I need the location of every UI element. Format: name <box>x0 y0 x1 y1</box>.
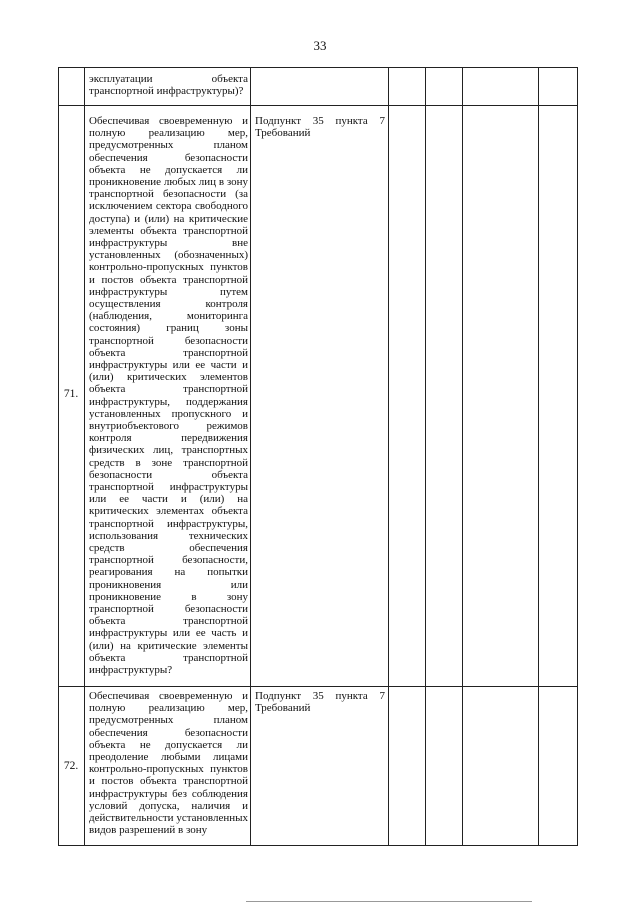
requirement-text-line: транспортной безопасности <box>89 603 248 615</box>
requirement-text-line: Обеспечивая своевременную и <box>89 115 248 127</box>
legal-reference-line: Требований <box>255 127 311 140</box>
page-number: 33 <box>313 38 327 53</box>
requirement-text-line: исключением сектора свободного <box>89 200 248 213</box>
requirement-text-line: инфраструктуры или ее части и <box>89 359 248 371</box>
requirement-text-line: состояния) границ зоны <box>89 322 248 335</box>
requirement-text-line: транспортной безопасности <box>89 334 248 347</box>
requirement-text-line: физических лиц, транспортных <box>89 444 248 457</box>
requirement-text-line: контрольно-пропускных пунктов <box>89 261 248 274</box>
row-number: 72. <box>63 760 79 772</box>
requirement-text-line: внутриобъектового режимов <box>89 420 248 432</box>
legal-reference-line: Подпункт 35 пункта 7 <box>255 115 385 127</box>
requirement-text-line: проникновение любых лиц в зону <box>89 176 248 188</box>
requirement-text-line: инфраструктуры вне <box>89 237 248 249</box>
requirement-text-line: (или) критических элементов <box>89 371 248 384</box>
requirement-text-line: (или) на критические элементы <box>89 639 248 652</box>
requirement-text-line: инфраструктуры без соблюдения <box>89 787 248 800</box>
requirement-text-line: реагирования на попытки <box>89 566 248 579</box>
requirement-text-line: объекта транспортной <box>89 651 248 664</box>
requirement-text-line: действительности установленных <box>89 812 248 824</box>
requirement-text-line: обеспечения безопасности <box>89 151 248 164</box>
legal-reference-line: Подпункт 35 пункта 7 <box>255 690 385 702</box>
requirement-text-line: инфраструктуры или ее часть и <box>89 627 248 640</box>
requirement-text-line: и постов объекта транспортной <box>89 775 248 788</box>
requirement-text-line: проникновение в зону <box>89 590 248 603</box>
requirement-text-line: объекта транспортной <box>89 346 248 359</box>
requirement-text-line: и постов объекта транспортной <box>89 273 248 286</box>
requirement-text-line: контроля передвижения <box>89 432 248 445</box>
requirement-text-line: обеспечения безопасности <box>89 726 248 739</box>
requirement-text-line: элементы объекта транспортной <box>89 224 248 237</box>
requirement-text-line: видов разрешений в зону <box>89 824 208 837</box>
requirement-text-line: эксплуатации объекта <box>89 73 248 85</box>
requirement-text-line: Обеспечивая своевременную и <box>89 690 248 702</box>
requirement-text-line: предусмотренных планом <box>89 139 248 152</box>
requirement-text-line: транспортной безопасности, <box>89 554 248 567</box>
requirement-text-line: проникновения или <box>89 578 248 591</box>
legal-reference-line: Требований <box>255 702 311 715</box>
requirement-text-line: полную реализацию мер, <box>89 702 248 715</box>
row-number: 71. <box>63 388 79 400</box>
requirement-text-line: предусмотренных планом <box>89 714 248 727</box>
requirement-text-line: объекта не допускается ли <box>89 163 248 176</box>
scan-edge-line <box>246 901 532 902</box>
requirement-text-line: полную реализацию мер, <box>89 127 248 140</box>
requirement-text-line: преодоление любыми лицами <box>89 751 248 763</box>
requirement-text-line: объекта не допускается ли <box>89 738 248 751</box>
requirement-text-line: безопасности объекта <box>89 468 248 481</box>
requirement-text-line: средств обеспечения <box>89 542 248 554</box>
requirement-text-line: транспортной инфраструктуры <box>89 481 248 493</box>
requirement-text-line: инфраструктуры, поддержания <box>89 395 248 408</box>
requirement-text-line: транспортной инфраструктуры)? <box>89 85 244 98</box>
requirement-text-line: использования технических <box>89 529 248 542</box>
requirement-text-line: условий допуска, наличия и <box>89 799 248 812</box>
requirement-text-line: инфраструктуры? <box>89 664 173 676</box>
requirement-text-line: средств в зоне транспортной <box>89 456 248 469</box>
requirement-text-line: установленных пропускного и <box>89 407 248 420</box>
requirement-text-line: контрольно-пропускных пунктов <box>89 763 248 776</box>
requirement-text-line: осуществления контроля <box>89 298 248 310</box>
requirement-text-line: (наблюдения, мониторинга <box>89 310 248 323</box>
requirement-text-line: установленных (обозначенных) <box>89 249 248 262</box>
requirement-text-line: критических элементах объекта <box>89 505 248 518</box>
requirement-text-line: объекта транспортной <box>89 383 248 396</box>
requirement-text-line: или ее части и (или) на <box>89 493 248 506</box>
requirement-text-line: транспортной безопасности (за <box>89 188 248 201</box>
requirement-text-line: объекта транспортной <box>89 615 248 628</box>
requirement-text-line: транспортной инфраструктуры, <box>89 517 248 530</box>
requirement-text-line: доступа) и (или) на критические <box>89 212 248 225</box>
requirement-text-line: инфраструктуры путем <box>89 285 248 298</box>
